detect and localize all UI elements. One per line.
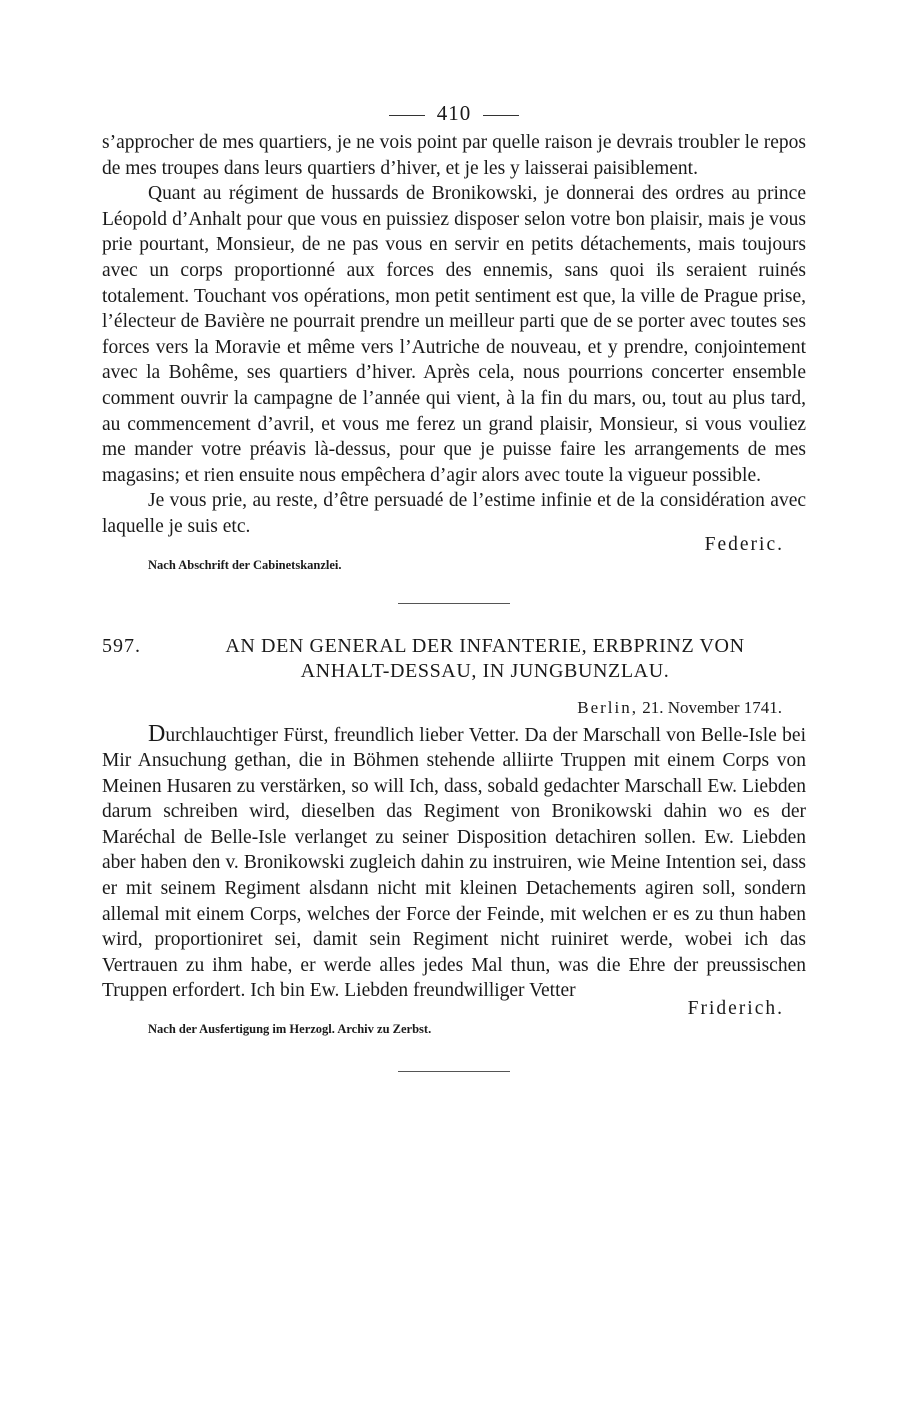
- closing-divider: [398, 1071, 510, 1072]
- letter-596: [102, 130, 806, 573]
- letter-597-dateline: [102, 698, 806, 718]
- letter-596-paragraph-1: s’approcher de mes quartiers, je ne vois point par quelle raison je devrais troubler le repos de mes troupes dans leurs quartiers d’hiver, et je les y laisserai paisiblement.: [102, 132, 806, 179]
- header-dash-right: [483, 115, 519, 116]
- letter-597-heading-line-1: AN DEN GENERAL DER INFANTERIE, ERBPRINZ VON: [225, 634, 745, 657]
- letter-596-source-note: Nach Abschrift der Cabinetskanzlei.: [148, 557, 342, 572]
- letter-597-heading: [102, 634, 806, 684]
- letter-597-signature: Friderich.: [687, 998, 784, 1020]
- letter-597-date: 21. November 1741.: [642, 697, 782, 717]
- letter-596-paragraph-2: Quant au régiment de hussards de Bronikowski, je donnerai des ordres au prince Léopold d’Anhalt pour que vous en puissiez disposer selon votre bon plaisir, mais je vous prie pourtant, Monsieur, de ne pas vous en servir en petits détachements, mais toujours avec un corps proportionné aux forces des ennemis, sans quoi ils seraient ruinés totalement. Touchant vos opérations, mon petit sentiment est que, la ville de Prague prise, l’électeur de Bavière ne pourrait prendre un meilleur parti que de se porter avec toutes ses forces vers la Moravie et même vers l’Autriche de nouveau, et y prendre, conjointement avec la Bohême, ses quartiers d’hiver. Après cela, nous pourrions concerter ensemble comment ouvrir la campagne de l’année qui vient, à la fin du mars, ou, tout au plus tard, au commencement d’avril, et vous me ferez un grand plaisir, Monsieur, si vous vouliez me mander votre préavis là-dessus, pour que je puisse faire les arrangements de mes magasins; et rien ensuite nous empêchera d’agir alors avec toute la vigueur possible.: [102, 183, 806, 486]
- header-dash-left: [389, 115, 425, 116]
- letter-597-body-text: urchlauchtiger Fürst, freundlich lieber Vetter. Da der Marschall von Belle-Isle bei Mir Ansuchung gethan, die in Böhmen stehende alliirte Truppen mit einem Corps von Meinen Husaren zu verstärken, so will Ich, dass, sobald gedachter Marschall Ew. Liebden darum schreiben wird, dieselben das Regiment von Bronikowski dahin wo es der Maréchal de Belle-Isle verlanget zu seiner Disposition detachiren sollen. Ew. Liebden aber haben den v. Bronikowski zugleich dahin zu instruiren, wie Meine Intention sei, dass er mit seinem Regiment alsdann nicht mit kleinen Detachements agiren soll, sondern allemal mit einem Corps, welches der Force der Feinde, mit welchen er es zu thun haben wird, proportioniret sei, damit sein Regiment nicht ruiniret werde, wobei ich das Vertrauen zu ihm habe, er werde alles jedes Mal thun, was die Ehre der preussischen Truppen erfordert. Ich bin Ew. Liebden freundwilliger Vetter: [102, 724, 806, 1002]
- letter-597-body: [102, 722, 806, 1005]
- page-number: 410: [436, 101, 472, 125]
- letter-597-initial: D: [148, 720, 166, 747]
- page-header: [102, 96, 806, 130]
- letter-597-source-note: Nach der Ausfertigung im Herzogl. Archiv zu Zerbst.: [148, 1022, 432, 1037]
- book-page: [102, 96, 806, 1072]
- letter-597-heading-line-2: ANHALT-DESSAU, IN JUNGBUNZLAU.: [300, 659, 670, 682]
- letter-596-paragraph-3: Je vous prie, au reste, d’être persuadé de l’estime infinie et de la considération avec laquelle je suis etc.: [102, 490, 806, 537]
- letter-597: [102, 634, 806, 1038]
- letter-597-number: 597.: [102, 634, 141, 657]
- letter-596-signature: Federic.: [704, 533, 784, 555]
- letter-597-place: Berlin,: [577, 697, 638, 717]
